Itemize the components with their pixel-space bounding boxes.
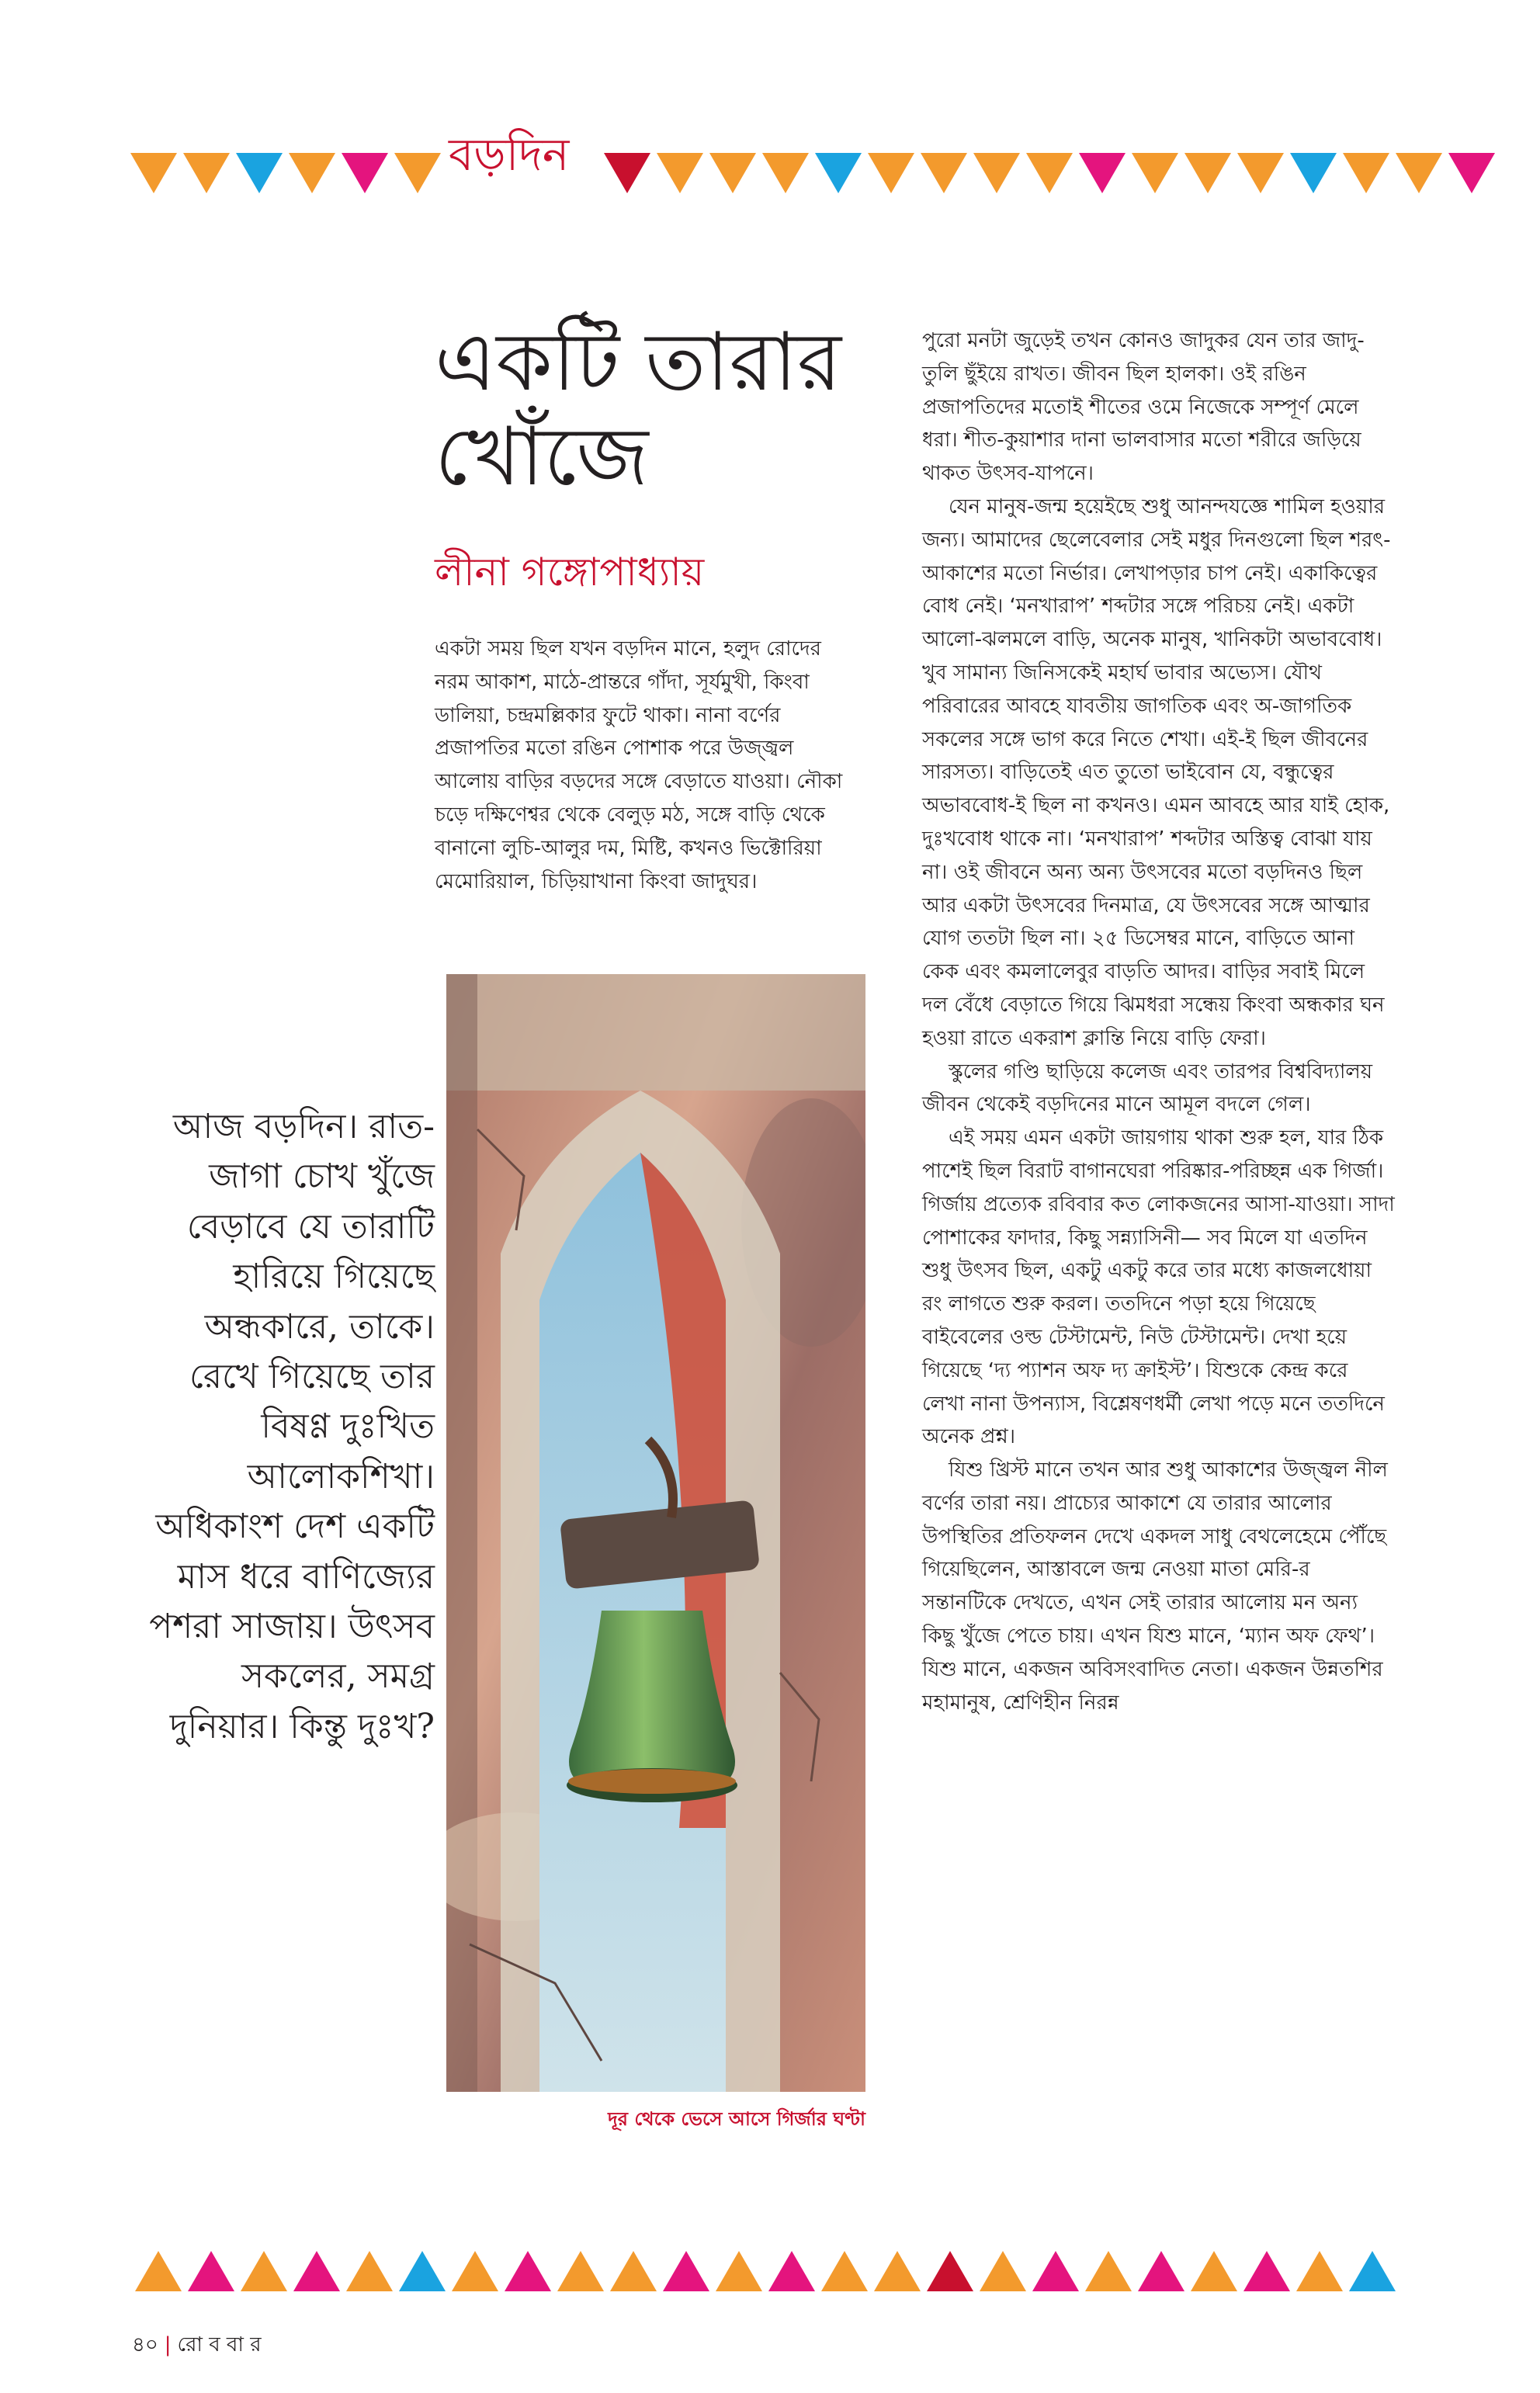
pennant	[1085, 2251, 1132, 2291]
pennant	[980, 2251, 1026, 2291]
body-paragraph: যেন মানুষ-জন্ম হয়েইছে শুধু আনন্দযজ্ঞে শামিল হওয়ার জন্য। আমাদের ছেলেবেলার সেই মধুর দিনগুলো ছিল শরৎ-আকাশের মতো নির্ভার। লেখাপড়ার চাপ নেই। একাকিত্বের বোধ নেই। ‘মনখারাপ’ শব্দটার সঙ্গে পরিচয় নেই। একটা আলো-ঝলমলে বাড়ি, অনেক মানুষ, খানিকটা অভাববোধ। খুব সামান্য জিনিসকেই মহার্ঘ ভাবার অভ্যেস। যৌথ পরিবারের আবহে যাবতীয় জাগতিক এবং অ-জাগতিক সকলের সঙ্গে ভাগ করে নিতে শেখা। এই-ই ছিল জীবনের সারসত্য। বাড়িতেই এত তুতো ভাইবোন যে, বন্ধুত্বের অভাববোধ-ই ছিল না কখনও। এমন আবহে আর যাই হোক, দুঃখবোধ থাকে না। ‘মনখারাপ’ শব্দটার অস্তিত্ব বোঝা যায় না। ওই জীবনে অন্য অন্য উৎসবের মতো বড়দিনও ছিল আর একটা উৎসবের দিনমাত্র, যে উৎসবের সঙ্গে আত্মার যোগ ততটা ছিল না। ২৫ ডিসেম্বর মানে, বাড়িতে আনা কেক এবং কমলালেবুর বাড়তি আদর। বাড়ির সবাই মিলে দল বেঁধে বেড়াতে গিয়ে ঝিমধরা সন্ধেয় কিংবা অন্ধকার ঘন হওয়া রাতে একরাশ ক্লান্তি নিয়ে বাড়ি ফেরা।	[922, 494, 1391, 1050]
pennant	[1243, 2251, 1290, 2291]
pennant	[183, 153, 230, 193]
pennant	[236, 153, 283, 193]
page-number: ৪০	[132, 2333, 158, 2357]
pennant	[399, 2251, 446, 2291]
pennant	[1290, 153, 1337, 193]
church-bell-illustration	[446, 974, 865, 2092]
pennant	[557, 2251, 604, 2291]
pennant	[663, 2251, 709, 2291]
pennant	[1132, 153, 1178, 193]
body-paragraph: এই সময় এমন একটা জায়গায় থাকা শুরু হল, যার ঠিক পাশেই ছিল বিরাট বাগানঘেরা পরিষ্কার-পরিচ্ছন্ন এক গির্জা। গির্জায় প্রত্যেক রবিবার কত লোকজনের আসা-যাওয়া। সাদা পোশাকের ফাদার, কিছু সন্ন্যাসিনী— সব মিলে যা এতদিন শুধু উৎসব ছিল, একটু একটু করে তার মধ্যে কাজলধোয়া রং লাগতে শুরু করল। ততদিনে পড়া হয়ে গিয়েছে বাইবেলের ওল্ড টেস্টামেন্ট, নিউ টেস্টামেন্ট। দেখা হয়ে গিয়েছে ‘দ্য প্যাশন অফ দ্য ক্রাইস্ট’। যিশুকে কেন্দ্র করে লেখা নানা উপন্যাস, বিশ্লেষণধর্মী লেখা পড়ে মনে ততদিনে অনেক প্রশ্ন।	[922, 1126, 1395, 1449]
pennant	[289, 153, 335, 193]
section-label: বড়দিন	[449, 128, 570, 181]
section-name: রো ব বা র	[177, 2333, 262, 2357]
pennant	[130, 153, 177, 193]
pennant	[241, 2251, 287, 2291]
church-bell-photo	[446, 974, 865, 2092]
pennant	[657, 153, 703, 193]
pennant	[1237, 153, 1284, 193]
pennant	[1448, 153, 1495, 193]
pennant	[927, 2251, 973, 2291]
pennant	[135, 2251, 182, 2291]
pennant	[921, 153, 967, 193]
pennant	[1184, 153, 1231, 193]
pennant	[716, 2251, 762, 2291]
pennant	[1396, 153, 1442, 193]
body-paragraph: যিশু খ্রিস্ট মানে তখন আর শুধু আকাশের উজ্জ্বল নীল বর্ণের তারা নয়। প্রাচ্যের আকাশে যে তারার আলোর উপস্থিতির প্রতিফলন দেখে একদল সাধু বেথলেহেমে পৌঁছে গিয়েছিলেন, আস্তাবলে জন্ম নেওয়া মাতা মেরি-র সন্তানটিকে দেখতে, এখন সেই তারার আলোয় মন অন্য কিছু খুঁজে পেতে চায়। এখন যিশু মানে, ‘ম্যান অফ ফেথ’। যিশু মানে, একজন অবিসংবাদিত নেতা। একজন উন্নতশির মহামানুষ, শ্রেণিহীন নিরন্ন	[922, 1458, 1388, 1715]
pennant	[1343, 153, 1389, 193]
pennant	[1296, 2251, 1343, 2291]
article-byline: লীনা গঙ্গোপাধ্যায়	[435, 550, 705, 595]
pennant	[762, 153, 809, 193]
pennant	[815, 153, 862, 193]
top-bunting-right	[604, 153, 1501, 193]
pennant	[1026, 153, 1073, 193]
pennant	[874, 2251, 921, 2291]
body-column-left	[435, 633, 858, 898]
pennant	[768, 2251, 815, 2291]
pennant	[821, 2251, 868, 2291]
bottom-bunting	[135, 2251, 1402, 2291]
pennant	[505, 2251, 551, 2291]
folio-separator: |	[164, 2333, 172, 2357]
article-headline: একটি তারার খোঁজে	[435, 314, 842, 504]
body-paragraph: স্কুলের গণ্ডি ছাড়িয়ে কলেজ এবং তারপর বিশ্ববিদ্যালয় জীবন থেকেই বড়দিনের মানে আমূল বদলে গেল।	[922, 1060, 1373, 1117]
body-column-right	[922, 324, 1396, 1719]
pennant	[346, 2251, 393, 2291]
pennant	[868, 153, 914, 193]
pennant	[973, 153, 1020, 193]
pennant	[342, 153, 388, 193]
body-paragraph: পুরো মনটা জুড়েই তখন কোনও জাদুকর যেন তার জাদু-তুলি ছুঁইয়ে রাখত। জীবন ছিল হালকা। ওই রঙিন প্রজাপতিদের মতোই শীতের ওমে নিজেকে সম্পূর্ণ মেলে ধরা। শীত-কুয়াশার দানা ভালবাসার মতো শরীরে জড়িয়ে থাকত উৎসব-যাপনে।	[922, 329, 1365, 486]
photo-caption: দূর থেকে ভেসে আসে গির্জার ঘণ্টা	[608, 2108, 865, 2130]
page-folio	[132, 2329, 262, 2363]
pennant	[610, 2251, 657, 2291]
pennant	[452, 2251, 498, 2291]
pennant	[604, 153, 650, 193]
pennant	[1138, 2251, 1184, 2291]
top-bunting-left	[130, 153, 447, 193]
pennant	[293, 2251, 340, 2291]
pennant	[1032, 2251, 1079, 2291]
pennant	[1191, 2251, 1237, 2291]
body-paragraph: একটা সময় ছিল যখন বড়দিন মানে, হলুদ রোদের নরম আকাশ, মাঠে-প্রান্তরে গাঁদা, সূর্যমুখী, কিংবা ডালিয়া, চন্দ্রমল্লিকার ফুটে থাকা। নানা বর্ণের প্রজাপতির মতো রঙিন পোশাক পরে উজ্জ্বল আলোয় বাড়ির বড়দের সঙ্গে বেড়াতে যাওয়া। নৌকা চড়ে দক্ষিণেশ্বর থেকে বেলুড় মঠ, সঙ্গে বাড়ি থেকে বানানো লুচি-আলুর দম, মিষ্টি, কখনও ভিক্টোরিয়া মেমোরিয়াল, চিড়িয়াখানা কিংবা জাদুঘর।	[435, 637, 843, 893]
pennant	[1349, 2251, 1396, 2291]
pennant	[1079, 153, 1126, 193]
pull-quote: আজ বড়দিন। রাত-জাগা চোখ খুঁজে বেড়াবে যে তারাটি হারিয়ে গিয়েছে অন্ধকারে, তাকে। রেখে গিয়েছে তার বিষণ্ণ দুঃখিত আলোকশিখা। অধিকাংশ দেশ একটি মাস ধরে বাণিজ্যের পশরা সাজায়। উৎসব সকলের, সমগ্র দুনিয়ার। কিন্তু দুঃখ?	[149, 1107, 435, 1746]
pennant	[709, 153, 756, 193]
pennant	[188, 2251, 234, 2291]
pennant	[394, 153, 441, 193]
